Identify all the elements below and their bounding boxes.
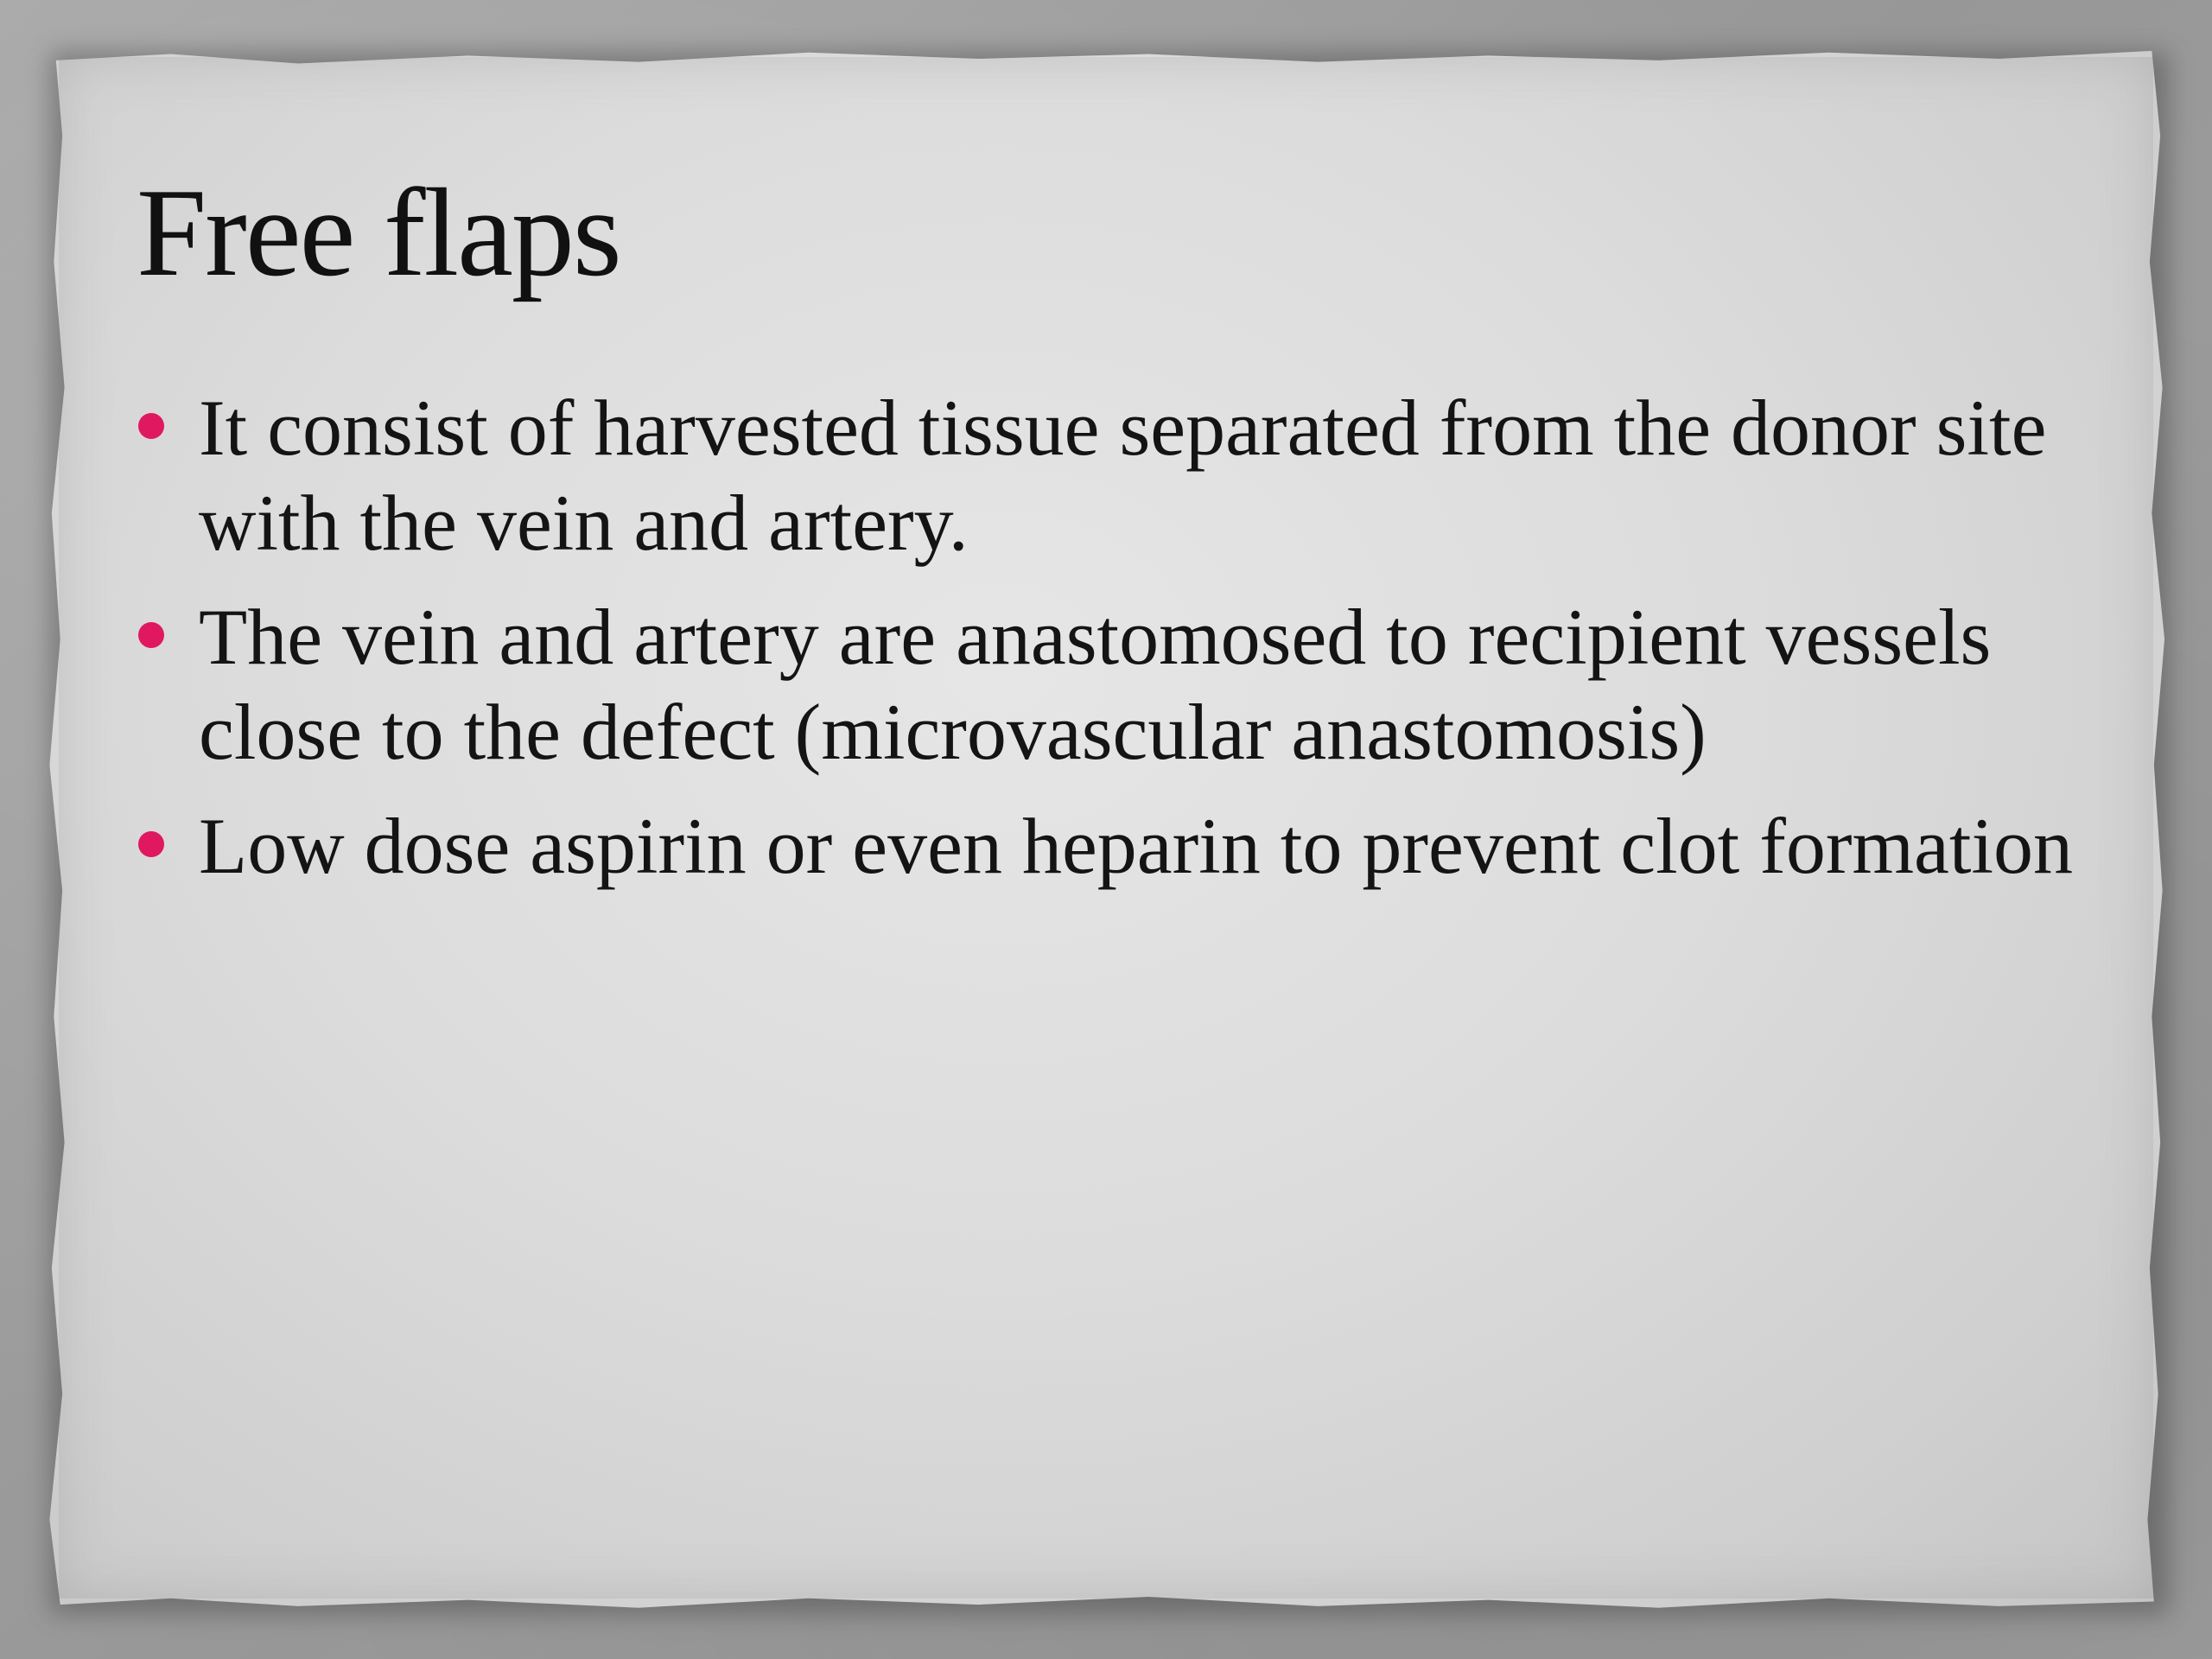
bullet-text: It consist of harvested tissue separated from the donor site with the vein and artery. (199, 384, 2047, 567)
slide-title: Free flaps (137, 162, 620, 302)
bullet-item (137, 380, 2089, 570)
bullet-list (137, 380, 2089, 912)
bullet-dot-icon (138, 622, 164, 648)
bullet-text: The vein and artery are anastomosed to recipient vessels close to the defect (microvascular anastomosis) (199, 593, 1992, 776)
bullet-dot-icon (138, 831, 164, 857)
bullet-dot-icon (138, 413, 164, 439)
bullet-item (137, 798, 2089, 893)
bullet-item (137, 589, 2089, 779)
bullet-text: Low dose aspirin or even heparin to prevent clot formation (199, 802, 2074, 890)
